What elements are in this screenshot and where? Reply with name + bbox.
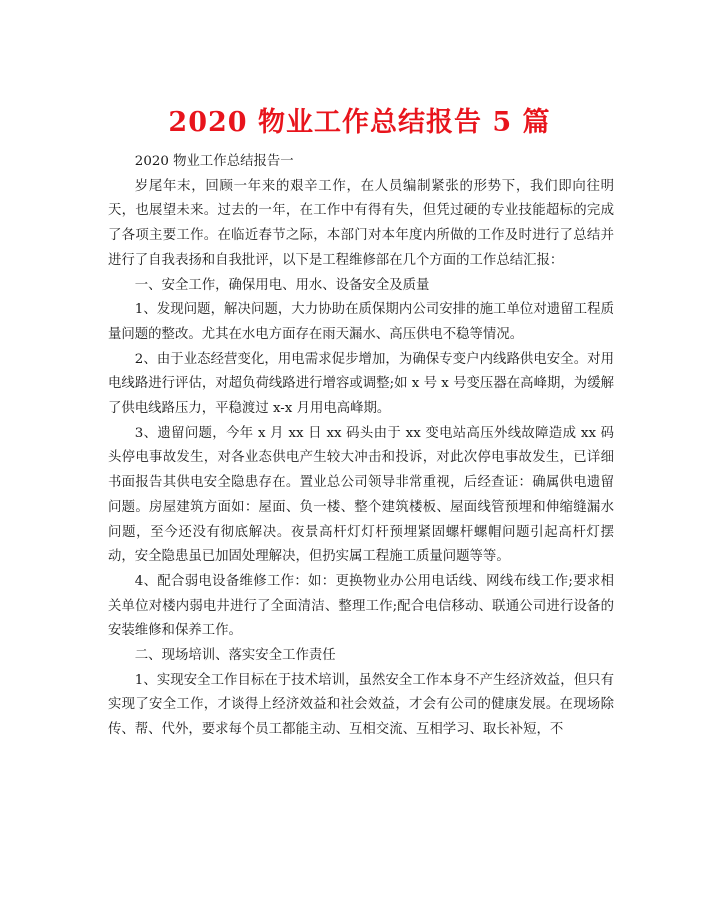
- safety-item-2: 2、由于业态经营变化，用电需求促步增加，为确保专变户内线路供电安全。对用电线路进行评估，对超负荷线路进行增容或调整;如 x 号 x 号变压器在高峰期，为缓解了供电线路压力，平稳渡过 x-x 月用电高峰期。: [108, 351, 614, 417]
- document-body: [108, 150, 614, 743]
- training-item-1: 1、实现安全工作目标在于技术培训，虽然安全工作本身不产生经济效益，但只有实现了安全工作，才谈得上经济效益和社会效益，才会有公司的健康发展。在现场除传、帮、代外，要求每个员工都能主动、互相交流、互相学习、取长补短，不: [108, 672, 614, 738]
- section-heading-safety: 一、安全工作，确保用电、用水、设备安全及质量: [134, 277, 430, 293]
- safety-item-1: 1、发现问题，解决问题，大力协助在质保期内公司安排的施工单位对遗留工程质量问题的整改。尤其在水电方面存在雨天漏水、高压供电不稳等情况。: [108, 302, 614, 342]
- section-heading-training: 二、现场培训、落实安全工作责任: [134, 648, 336, 664]
- intro-paragraph: 岁尾年末，回顾一年来的艰辛工作，在人员编制紧张的形势下，我们即向往明天，也展望未来。过去的一年，在工作中有得有失，但凭过硬的专业技能超标的完成了各项主要工作。在临近春节之际，本部门对本年度内所做的工作及时进行了总结并进行了自我表扬和自我批评，以下是工程维修部在几个方面的工作总结汇报：: [108, 178, 614, 268]
- safety-item-4: 4、配合弱电设备维修工作：如：更换物业办公用电话线、网线布线工作;要求相关单位对楼内弱电井进行了全面清洁、整理工作;配合电信移动、联通公司进行设备的安装维修和保养工作。: [108, 573, 614, 639]
- safety-item-3: 3、遗留问题，今年 x 月 xx 日 xx 码头由于 xx 变电站高压外线故障造成 xx 码头停电事故发生，对各业态供电产生较大冲击和投诉，对此次停电事故发生，已详细书面报告其供电安全隐患存在。置业总公司领导非常重视，后经查证：确属供电遗留问题。房屋建筑方面如：屋面、负一楼、整个建筑楼板、屋面线管预埋和伸缩缝漏水问题，至今还没有彻底解决。夜景高杆灯灯杆预埋紧固螺杆螺帽问题引起高杆灯摆动，安全隐患虽已加固处理解决，但扔实属工程施工质量问题等等。: [108, 425, 614, 565]
- document-title: 2020 物业工作总结报告 5 篇: [168, 107, 551, 139]
- heading-report-one: 2020 物业工作总结报告一: [134, 154, 294, 169]
